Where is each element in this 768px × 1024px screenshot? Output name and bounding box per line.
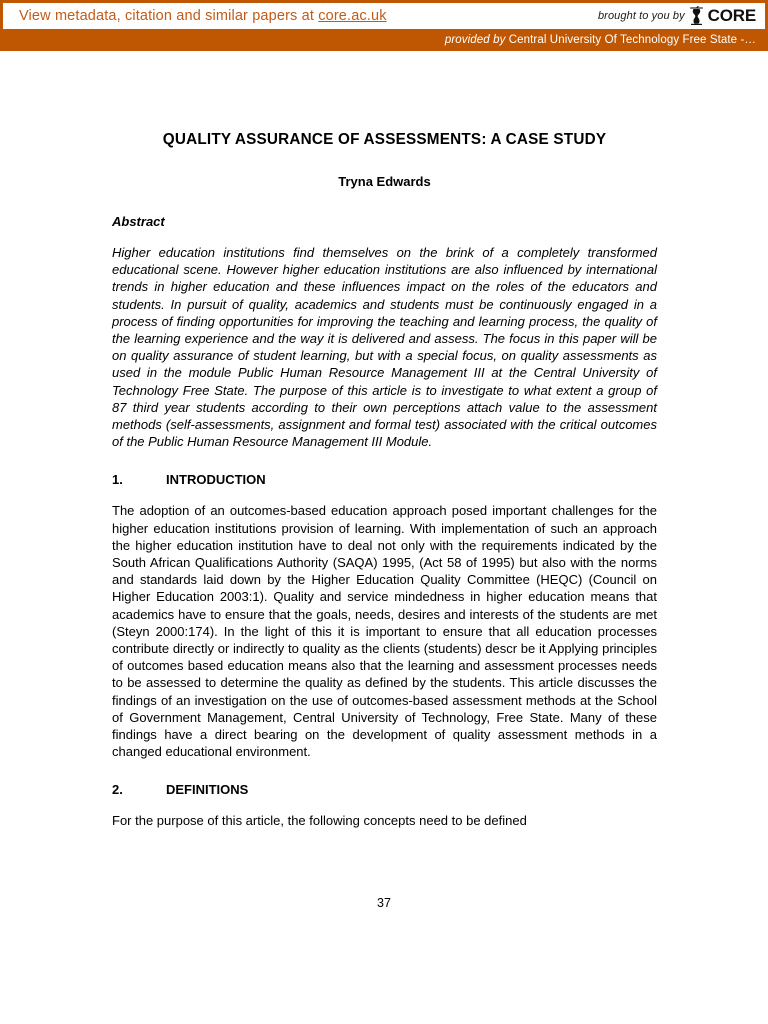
section-number-1: 1.: [112, 472, 123, 488]
section-body-introduction: The adoption of an outcomes-based education approach posed important challenges for the higher education institutions provision of learning. With implementation of such an approach the higher education institution have to deal not only with the requirements indicated by the South African Qualifications Authority (SAQA) 1995, (Act 58 of 1995) but also with the norms and standards laid down by the Higher Education Quality Committee (HEQC) (Council on Higher Education 2003:1). Quality and service mindedness in higher education means that academics have to ensure that the goals, needs, desires and interests of the students are met (Steyn 2000:174). In the light of this it is important to ensure that all education processes contribute directly or indirectly to quality as the clients (students) descr be it Applying principles of outcomes based education means also that the learning and assessment processes needs to be assessed to determine the quality as defined by the students. This article discusses the findings of an investigation on the use of outcomes-based assessment methods at the School of Government Management, Central University of Technology, Free State. Many of these findings have a direct bearing on the development of quality assessment methods in a changed educational environment.: [112, 503, 657, 760]
abstract-paragraph: Higher education institutions find themselves on the brink of a completely transformed educational scene. However higher education institutions are also influenced by international trends in higher education and these influences impact on the roles of the educators and students. In pursuit of quality, academics and students must be continuously engaged in a process of finding opportunities for improving the teaching and learning process, the quality of the learning experience and the way it is delivered and assess. The focus in this paper will be on quality assurance of student learning, but with a special focus, on quality assessments as used in the module Public Human Resource Management III at the Central University of Technology Free State. The purpose of this article is to investigate to what extent a group of 87 third year students according to their own perceptions attach value to the assessment methods (self-assessments, assignment and formal test) associated with the critical outcomes of the Public Human Resource Management III Module.: [112, 245, 657, 450]
section-heading-definitions: [112, 782, 657, 797]
abstract-heading: Abstract: [112, 214, 165, 229]
brought-to-you-by-label: brought to you by: [597, 10, 685, 22]
metadata-notice-text: View metadata, citation and similar papers at: [19, 8, 319, 24]
core-link[interactable]: core.ac.uk: [318, 8, 387, 24]
author-name: Tryna Edwards: [338, 174, 431, 189]
provided-by-label: provided by: [444, 34, 506, 46]
core-branding: [598, 6, 756, 26]
section-title-2: DEFINITIONS: [166, 782, 249, 798]
metadata-notice: [19, 8, 387, 24]
document-content: [112, 131, 657, 830]
document-page: [0, 51, 768, 1024]
section-title-1: INTRODUCTION: [166, 472, 266, 488]
provided-by-bar: [0, 29, 768, 51]
core-wordmark: CORE: [707, 6, 756, 25]
provided-by-text: [445, 34, 756, 46]
section-heading-introduction: [112, 472, 657, 487]
core-banner: [0, 0, 768, 29]
section-number-2: 2.: [112, 782, 123, 798]
section-body-definitions: For the purpose of this article, the following concepts need to be defined: [112, 813, 527, 829]
apple-core-icon: [688, 6, 705, 26]
page-title: QUALITY ASSURANCE OF ASSESSMENTS: A CASE STUDY: [162, 131, 607, 148]
page-number: 37: [377, 896, 391, 910]
provided-by-source: Central University Of Technology Free State -…: [508, 34, 756, 46]
